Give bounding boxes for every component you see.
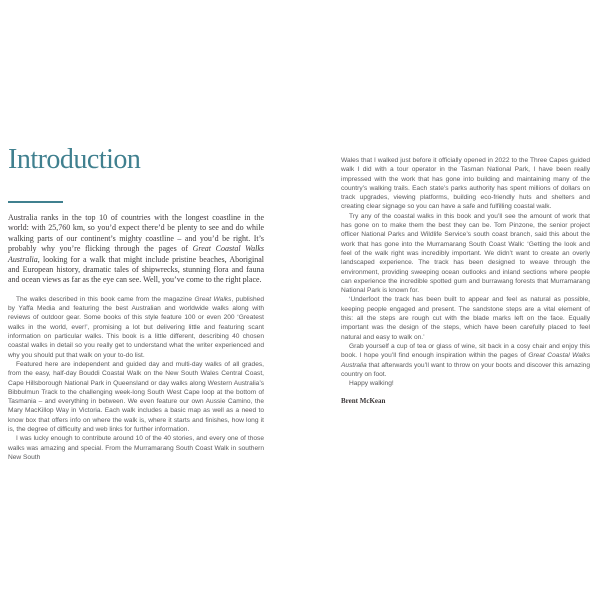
text-segment: Featured here are independent and guided day and multi-day walks of all grades, from the easy, half-day Bouddi Coastal Walk on the New South Wales Central Coast, Cape Hillsborough National Park in Queensland or day walks along Western Australia’s Bibbulmun Track to the challenging week-long South West Cape loop at the bottom of Tasmania – and everything in between. We even feature our own Aussie Camino, the Mary MacKillop Way in Victoria. Each walk includes a basic map as well as a need to know box that offers info on where the walk is, where it starts and finishes, how long it is, the degree of difficulty and web links for further information. (8, 360, 264, 433)
paragraph (341, 342, 590, 379)
chapter-title: Introduction (8, 144, 141, 175)
italic-text: Great Walks (194, 295, 232, 303)
left-column (8, 146, 264, 462)
text-segment: that afterwards you’ll want to throw on your boots and discover this amazing country on foot. (341, 361, 590, 378)
text-segment: , published by Yaffa Media and featuring the best Australian and worldwide walks along with reviews of outdoor gear. Some books of this style feature 100 or even 200 ‘Greatest walks in the world, ever!’, promising a lot but delivering little and featuring scant information on particular walks. This book is a little different, describing 40 chosen coastal walks in detail so you really get to understand what the writer experienced and why you should put that walk on your to-do list. (8, 295, 264, 359)
text-segment: ‘Underfoot the track has been built to appear and feel as natural as possible, keeping people engaged and present. The sandstone steps are a vital element of this: all the steps are rough cut with the blade marks left on the face. Equally important was the design of the steps, which have been carefully placed to feel natural and easy to walk on.’ (341, 296, 590, 341)
right-column (341, 156, 590, 405)
paragraph (8, 434, 264, 462)
left-column-body (8, 295, 264, 462)
text-segment: Grab yourself a cup of tea or glass of wine, sit back in a cosy chair and enjoy this book. I hope you’ll find enough inspiration within the pages of (341, 342, 590, 360)
text-segment: Australia ranks in the top 10 of countries with the longest coastline in the world: with 25,760 km, so you’d expect there’d be plenty to see and do while walking parts of our continent’s mighty coastline – and you’d be right. It’s probably why you’re flicking through the pages of (8, 213, 264, 254)
paragraph (8, 295, 264, 360)
paragraph (8, 360, 264, 434)
text-segment: Wales that I walked just before it officially opened in 2022 to the Three Capes guided walk I did with a tour operator in the Tasman National Park, I have been really impressed with the work that has gone into building and maintaining many of the country’s walking trails. Each state’s parks authority has spent millions of dollars on track upgrades, viewing platforms, building eco-friendly huts and shelters and creating clear signage so you can have a safe and fulfilling coastal walk. (341, 157, 590, 211)
text-segment: , looking for a walk that might include pristine beaches, Aboriginal and European history, dramatic tales of shipwrecks, stunning flora and fauna and ocean views as far as the eye can see. Well, you’ve come to the right place. (8, 254, 264, 285)
italic-text: Great Coastal Walks Australia (8, 244, 264, 264)
text-segment: I was lucky enough to contribute around 10 of the 40 stories, and every one of those walks was amazing and special. From the Murramarang South Coast Walk in southern New South (8, 435, 264, 461)
paragraph (341, 295, 590, 341)
accent-rule (8, 201, 63, 203)
lede-paragraph (8, 213, 264, 286)
text-segment: Happy walking! (349, 380, 394, 388)
author-signature: Brent McKean (341, 397, 386, 406)
paragraph (341, 379, 590, 388)
text-segment: Try any of the coastal walks in this book and you’ll see the amount of work that has gone on to make them the best they can be. Tom Pinzone, the senior project officer National Parks and Wildlife Service’s south coast branch, said this about the work that has gone into the Murramarang South Coast Walk: ‘Getting the look and feel of the walk right was incredibly important. We didn’t want to create an overly landscaped experience. The track has been designed to weave through the environment, providing sweeping ocean outlooks and inland sections where people can experience the incredible spotted gum and burrawang forests that Murramarang National Park is known for. (341, 212, 590, 295)
paragraph (341, 156, 590, 212)
text-segment: The walks described in this book came from the magazine (16, 295, 195, 303)
right-column-body (341, 156, 590, 388)
paragraph (341, 212, 590, 296)
italic-text: Great Coastal Walks Australia (341, 352, 590, 369)
